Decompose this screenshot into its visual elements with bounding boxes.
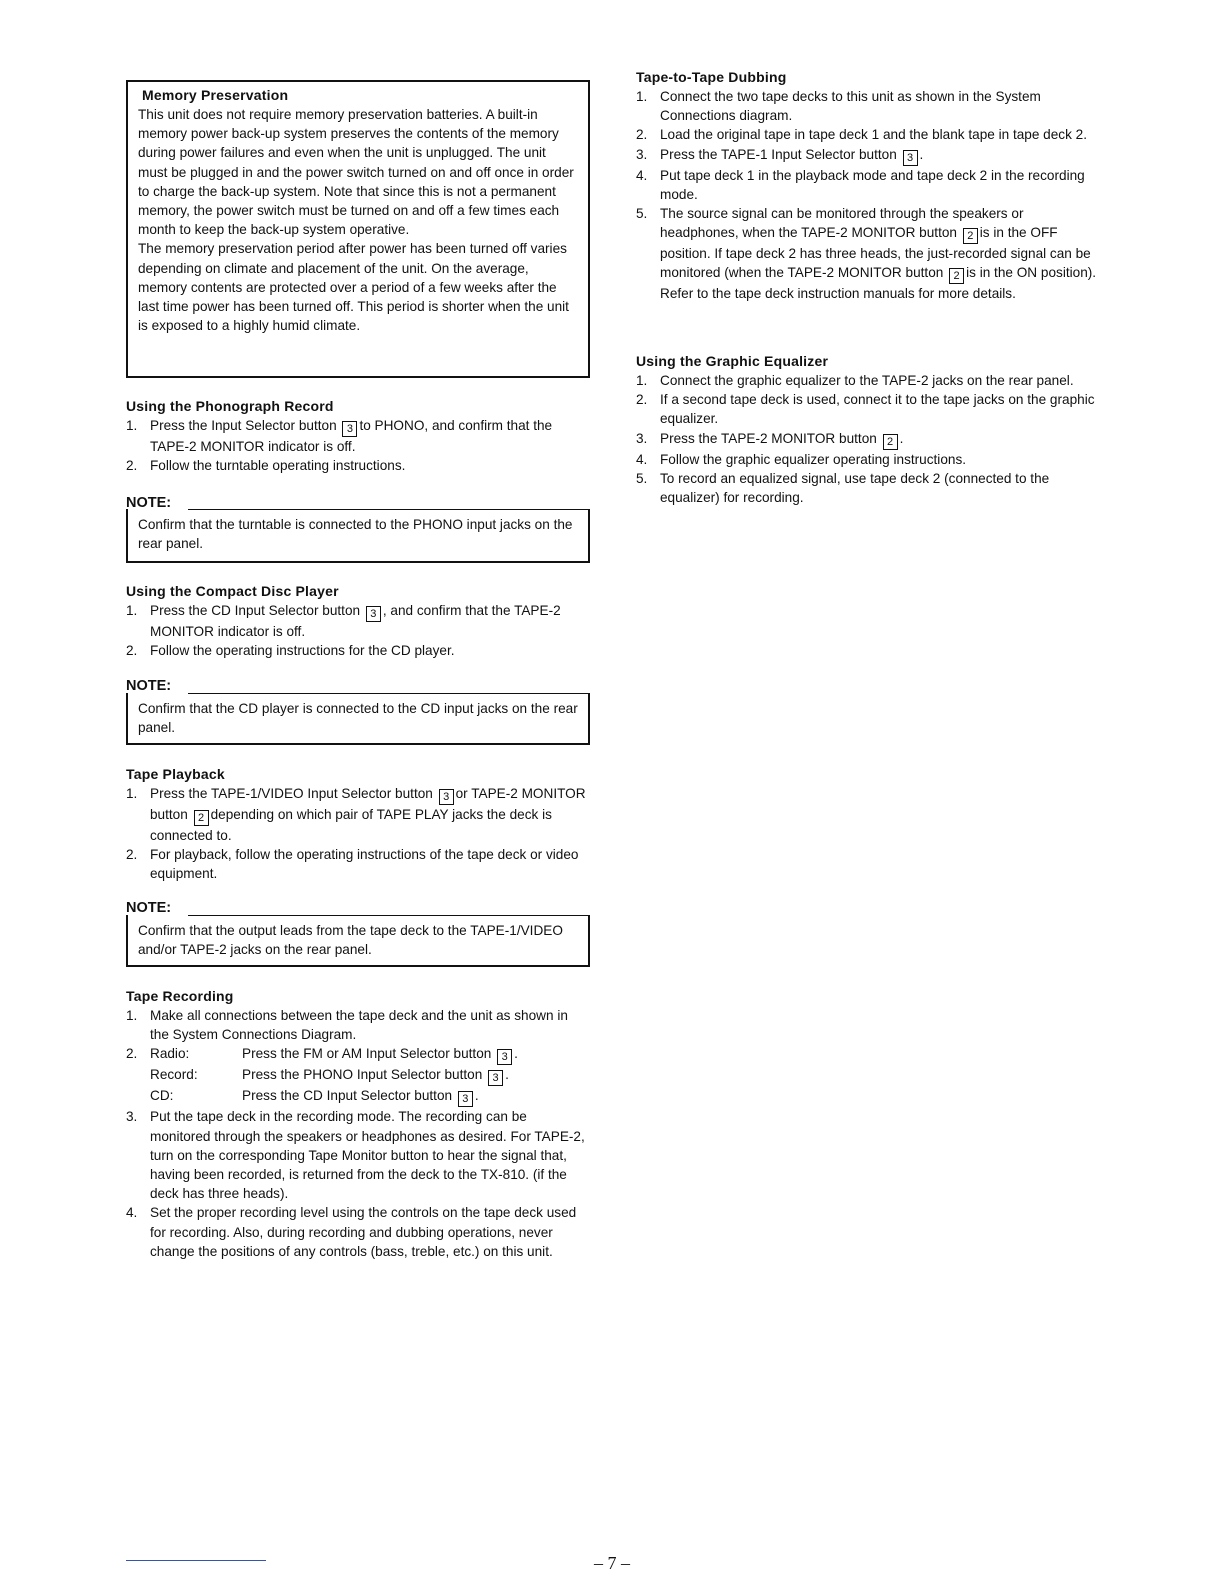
button-3-icon: 3	[903, 150, 918, 166]
equalizer-step-1: 1. Connect the graphic equalizer to the TAPE-2 jacks on the rear panel.	[636, 373, 1074, 388]
equalizer-step-2: 2. If a second tape deck is used, connect it to the tape jacks on the graphic equalizer.	[636, 392, 1095, 427]
dubbing-step-4: 4. Put tape deck 1 in the playback mode and tape deck 2 in the recording mode.	[636, 167, 1085, 202]
equalizer-heading: Using the Graphic Equalizer	[636, 353, 829, 369]
button-3-icon: 3	[342, 421, 357, 437]
recording-section	[126, 987, 590, 1261]
recording-step-1: 1. Make all connections between the tape deck and the unit as shown in the System Connections Diagram.	[126, 1008, 568, 1043]
phono-note-box	[126, 509, 590, 563]
button-2-icon: 2	[963, 228, 978, 244]
memory-preservation-box	[126, 80, 590, 378]
recording-step-4: 4. Set the proper recording level using the controls on the tape deck used for recording. Also, during recording and dubbing operations, never change the positions of any controls (bass, treble, etc.) on this unit.	[126, 1205, 577, 1259]
equalizer-step-3: 3. Press the TAPE-2 MONITOR button 2 .	[636, 430, 904, 448]
playback-steps	[126, 784, 590, 884]
dubbing-section	[636, 68, 1102, 304]
cd-note-text: Confirm that the CD player is connected to the CD input jacks on the rear panel.	[138, 701, 578, 736]
cd-section	[126, 582, 590, 660]
recording-radio-row: Radio: Press the FM or AM Input Selector button 3 .	[150, 1046, 518, 1064]
cd-heading: Using the Compact Disc Player	[126, 583, 339, 599]
recording-cd-row: CD: Press the CD Input Selector button 3 .	[150, 1088, 479, 1106]
dubbing-steps	[636, 87, 1102, 304]
recording-step-3: 3. Put the tape deck in the recording mode. The recording can be monitored through the speakers or headphones as desired. For TAPE-2, turn on the corresponding Tape Monitor button to hear the signal that, having been recorded, is returned from the deck to the TX-810. (if the deck has three heads).	[126, 1109, 585, 1202]
button-3-icon: 3	[497, 1049, 512, 1065]
recording-heading: Tape Recording	[126, 988, 234, 1004]
playback-note-text: Confirm that the output leads from the tape deck to the TAPE-1/VIDEO and/or TAPE-2 jacks on the rear panel.	[138, 923, 563, 958]
equalizer-steps	[636, 371, 1102, 507]
playback-step-1: 1. Press the TAPE-1/VIDEO Input Selector button 3 or TAPE-2 MONITOR button 2 depending on which pair of TAPE PLAY jacks the deck is connected to.	[126, 786, 586, 843]
equalizer-step-4: 4. Follow the graphic equalizer operating instructions.	[636, 451, 967, 467]
recording-step-2: 2. Radio: Press the FM or AM Input Selector button 3 . Record: Press the PHONO Input Selector button 3 . CD: Press the CD Input Selector button 3 .	[126, 1044, 590, 1107]
equalizer-step-5: 5. To record an equalized signal, use tape deck 2 (connected to the equalizer) for recording.	[636, 470, 1050, 506]
phono-heading: Using the Phonograph Record	[126, 398, 334, 414]
dubbing-step-2: 2. Load the original tape in tape deck 1 and the blank tape in tape deck 2.	[636, 127, 1088, 143]
dubbing-heading: Tape-to-Tape Dubbing	[636, 69, 787, 85]
cd-step-2: 2. Follow the operating instructions for the CD player.	[126, 643, 455, 659]
playback-heading: Tape Playback	[126, 766, 225, 782]
phono-note-text: Confirm that the turntable is connected to the PHONO input jacks on the rear panel.	[138, 517, 573, 552]
button-3-icon: 3	[439, 789, 454, 805]
phono-step-1: 1. Press the Input Selector button 3 to PHONO, and confirm that the TAPE-2 MONITOR indicator is off.	[126, 418, 553, 454]
button-3-icon: 3	[488, 1070, 503, 1086]
phono-step-2: 2. Follow the turntable operating instructions.	[126, 458, 406, 474]
memory-para-2: The memory preservation period after power has been turned off varies depending on climate and placement of the unit. On the average, memory contents are protected over a period of a few weeks after the last time power has been turned off. This period is shorter when the unit is exposed to a highly humid climate.	[138, 241, 569, 334]
playback-step-2: 2. For playback, follow the operating instructions of the tape deck or video equipment.	[126, 847, 579, 882]
cd-note-box	[126, 693, 590, 745]
page-number: – 7 –	[594, 1553, 630, 1573]
playback-note-box	[126, 915, 590, 967]
cd-steps	[126, 601, 590, 660]
button-3-icon: 3	[366, 606, 381, 622]
recording-steps	[126, 1006, 590, 1261]
playback-section	[126, 765, 590, 884]
button-3-icon: 3	[458, 1091, 473, 1107]
button-2-icon: 2	[949, 268, 964, 284]
phono-section	[126, 397, 590, 475]
memory-preservation-title: Memory Preservation	[142, 87, 289, 103]
recording-record-row: Record: Press the PHONO Input Selector button 3 .	[150, 1067, 509, 1085]
phono-note-label: NOTE:	[126, 495, 172, 511]
equalizer-section	[636, 352, 1102, 507]
cd-step-1: 1. Press the CD Input Selector button 3 , and confirm that the TAPE-2 MONITOR indicator is off.	[126, 603, 561, 639]
dubbing-step-5: 5. The source signal can be monitored through the speakers or headphones, when the TAPE-2 MONITOR button 2 is in the OFF position. If tape deck 2 has three heads, the just-recorded signal can be monitored (when the TAPE-2 MONITOR button 2 is in the ON position). Refer to the tape deck instruction manuals for more details.	[636, 206, 1097, 302]
footer-rule	[126, 1560, 266, 1561]
playback-note-label: NOTE:	[126, 900, 172, 916]
dubbing-step-1: 1. Connect the two tape decks to this unit as shown in the System Connections diagram.	[636, 89, 1041, 124]
cd-note-label: NOTE:	[126, 678, 172, 694]
dubbing-step-3: 3. Press the TAPE-1 Input Selector button 3 .	[636, 146, 924, 164]
memory-para-1: This unit does not require memory preservation batteries. A built-in memory power back-up system preserves the contents of the memory during power failures and even when the unit is unplugged. The unit must be plugged in and the power switch turned on and off once in order to charge the back-up system. Note that since this is not a permanent memory, the power switch must be turned on and off a few times each month to keep the back-up system operative.	[138, 107, 574, 238]
button-2-icon: 2	[883, 434, 898, 450]
button-2-icon: 2	[194, 810, 209, 826]
phono-steps	[126, 416, 590, 475]
